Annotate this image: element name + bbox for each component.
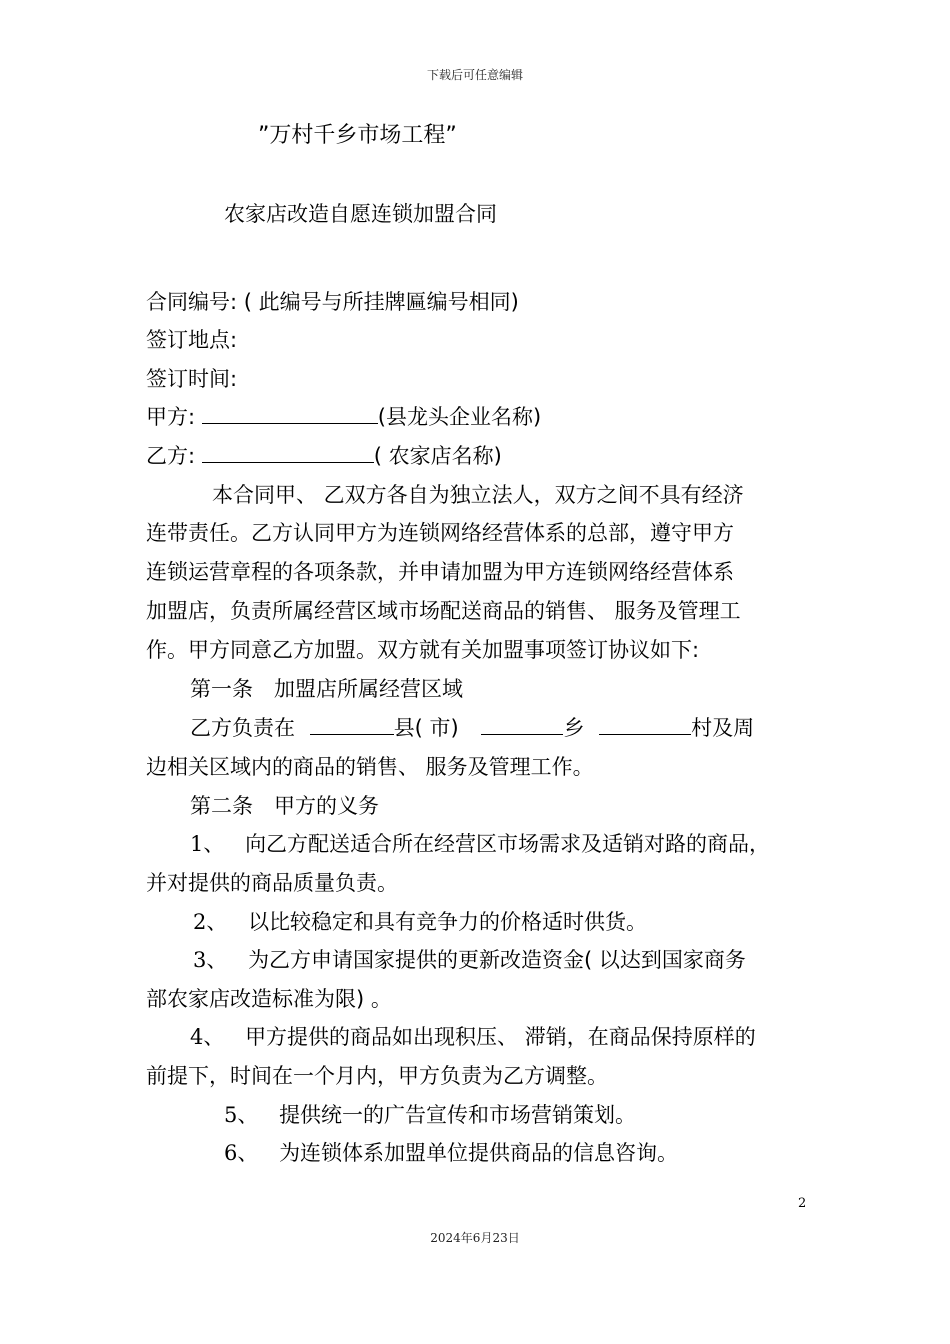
page-header: 下载后可任意编辑 bbox=[426, 68, 523, 82]
footer-date: 2024年6月23日 bbox=[430, 1231, 520, 1245]
contract-number-line bbox=[146, 286, 519, 316]
sign-time-label: 签订时间: bbox=[146, 367, 238, 391]
township-blank[interactable] bbox=[481, 714, 563, 735]
party-a-blank[interactable] bbox=[202, 403, 378, 424]
obligation-item bbox=[190, 1021, 756, 1051]
item-text: 为连锁体系加盟单位提供商品的信息咨询。 bbox=[279, 1141, 679, 1165]
sign-place-label: 签订地点: bbox=[146, 328, 238, 352]
obligation-item bbox=[224, 1137, 678, 1167]
item-text: 甲方提供的商品如出现积压、 滞销，在商品保持原样的 bbox=[245, 1025, 756, 1049]
article1-village-text: 村及周 bbox=[691, 716, 755, 740]
party-b-note: ( 农家店名称) bbox=[373, 444, 502, 468]
item-text: 为乙方申请国家提供的更新改造资金( 以达到国家商务 bbox=[248, 948, 746, 972]
page-number: 2 bbox=[798, 1196, 807, 1211]
contract-number-label: 合同编号: bbox=[146, 290, 238, 314]
party-b-label: 乙方: bbox=[146, 444, 196, 468]
article1-line2: 边相关区域内的商品的销售、 服务及管理工作。 bbox=[146, 755, 594, 779]
party-a-note: (县龙头企业名称) bbox=[377, 405, 542, 429]
party-a-line bbox=[146, 401, 541, 431]
item-text-cont: 前提下，时间在一个月内，甲方负责为乙方调整。 bbox=[146, 1064, 608, 1088]
contract-title: 农家店改造自愿连锁加盟合同 bbox=[224, 202, 497, 226]
article1-township-text: 乡 bbox=[563, 716, 585, 740]
intro-line: 连锁运营章程的各项条款，并申请加盟为甲方连锁网络经营体系 bbox=[146, 560, 734, 584]
document-title: ”万村千乡市场工程” bbox=[258, 123, 457, 148]
intro-line: 本合同甲、 乙双方各自为独立法人，双方之间不具有经济 bbox=[212, 483, 744, 507]
intro-line: 连带责任。乙方认同甲方为连锁网络经营体系的总部，遵守甲方 bbox=[146, 521, 734, 545]
article1-heading: 第一条 加盟店所属经营区域 bbox=[190, 677, 463, 701]
obligation-item bbox=[224, 1099, 636, 1129]
item-number: 4、 bbox=[190, 1025, 225, 1049]
item-text: 提供统一的广告宣传和市场营销策划。 bbox=[279, 1103, 637, 1127]
article1-area-line bbox=[190, 712, 754, 742]
item-text-cont: 并对提供的商品质量负责。 bbox=[146, 871, 398, 895]
party-a-label: 甲方: bbox=[146, 405, 196, 429]
party-b-blank[interactable] bbox=[202, 442, 374, 463]
party-b-line bbox=[146, 440, 502, 470]
county-blank[interactable] bbox=[310, 714, 394, 735]
obligation-item bbox=[193, 906, 647, 936]
item-number: 6、 bbox=[224, 1141, 259, 1165]
item-number: 5、 bbox=[224, 1103, 259, 1127]
article1-county-text: 县( 市) bbox=[393, 716, 459, 740]
item-text: 以比较稳定和具有竞争力的价格适时供货。 bbox=[248, 910, 648, 934]
item-number: 2、 bbox=[193, 910, 228, 934]
item-text-cont: 部农家店改造标准为限) 。 bbox=[146, 987, 392, 1011]
item-text: 向乙方配送适合所在经营区市场需求及适销对路的商品， bbox=[245, 832, 771, 856]
intro-line: 加盟店，负责所属经营区域市场配送商品的销售、 服务及管理工 bbox=[146, 599, 741, 623]
obligation-item bbox=[193, 944, 746, 974]
article2-heading: 第二条 甲方的义务 bbox=[190, 794, 379, 818]
item-number: 1、 bbox=[190, 832, 225, 856]
intro-line: 作。甲方同意乙方加盟。双方就有关加盟事项签订协议如下: bbox=[146, 638, 700, 662]
contract-number-note: ( 此编号与所挂牌匾编号相同) bbox=[243, 290, 519, 314]
village-blank[interactable] bbox=[599, 714, 691, 735]
article1-text: 乙方负责在 bbox=[190, 716, 295, 740]
obligation-item bbox=[190, 828, 770, 858]
item-number: 3、 bbox=[193, 948, 228, 972]
